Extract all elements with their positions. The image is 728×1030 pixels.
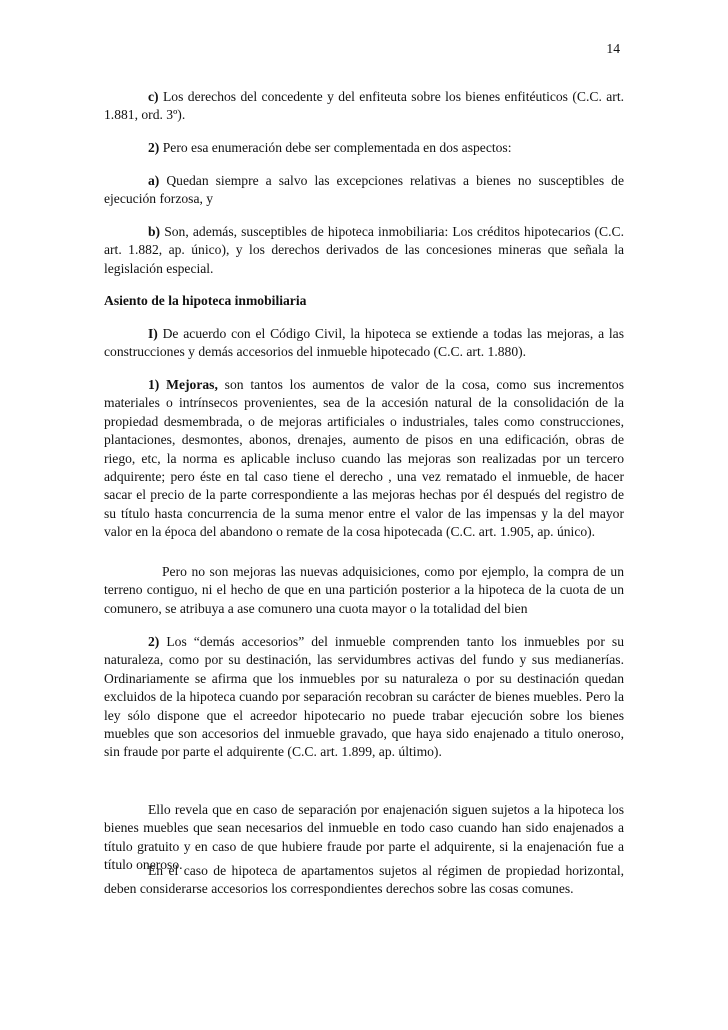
paragraph-nuevas-adquisiciones: Pero no son mejoras las nuevas adquisiciones, como por ejemplo, la compra de un terreno contiguo, ni el hecho de que en una partición posterior a la hipoteca de la cuota de un comunero, se atribuya a ase comunero una cuota mayor o la totalidad del bien [104, 564, 624, 616]
paragraph-accesorios [104, 633, 624, 762]
paragraph-lead: a) [148, 173, 160, 188]
paragraph-text: Pero esa enumeración debe ser complementada en dos aspectos: [159, 140, 512, 155]
paragraph-2 [104, 139, 624, 157]
paragraph-lead: I) [148, 326, 158, 341]
paragraph-c [104, 88, 624, 125]
paragraph-text: Son, además, susceptibles de hipoteca inmobiliaria: Los créditos hipotecarios (C.C. art. 1.882, ap. único), y los derechos derivados de las concesiones mineras que señala la legislación especial. [104, 224, 624, 276]
paragraph-lead: 2) [148, 140, 160, 155]
paragraph-I [104, 325, 624, 362]
paragraph-a [104, 172, 624, 209]
paragraph-lead: b) [148, 224, 161, 239]
paragraph-lead: 1) Mejoras, [148, 377, 218, 392]
paragraph-b [104, 223, 624, 278]
section-heading: Asiento de la hipoteca inmobiliaria [104, 293, 307, 308]
paragraph-text: De acuerdo con el Código Civil, la hipoteca se extiende a todas las mejoras, a las construcciones y demás accesorios del inmueble hipotecado (C.C. art. 1.880). [104, 326, 624, 360]
page-number: 14 [606, 41, 620, 56]
paragraph-text: son tantos los aumentos de valor de la cosa, como sus incrementos materiales o intrínsecos provenientes, sea de la accesión natural de la consolidación de la propiedad desmembrada, o de mejoras artificiales o industriales, tales como construcciones, plantaciones, desmontes, abonos, drenajes, aumento de pisos en una edificación, obras de riego, etc, la norma es aplicable incluso cuando las mejoras son realizadas por un tercero adquirente; pero éste en tal caso tiene el derecho , una vez rematado el inmueble, de hacer sacar el precio de la parte correspondiente a las mejoras hechas por él después del registro de su título hasta concurrencia de la suma menor entre el valor de las impensas y la del mayor valor en la época del abandono o remate de la cosa hipotecada (C.C. art. 1.905, ap. único). [104, 377, 624, 540]
paragraph-separacion: Ello revela que en caso de separación por enajenación siguen sujetos a la hipoteca los bienes muebles que sean necesarios del inmueble en todo caso cuando han sido enajenados a título gratuito y en caso de que hubiere fraude por parte el adquirente, si la enajenación fue a título oneroso. [104, 802, 624, 873]
paragraph-text: Los derechos del concedente y del enfiteuta sobre los bienes enfitéuticos (C.C. art. 1.881, ord. 3º). [104, 89, 624, 123]
paragraph-lead: 2) [148, 634, 160, 649]
paragraph-text: Quedan siempre a salvo las excepciones relativas a bienes no susceptibles de ejecución forzosa, y [104, 173, 624, 207]
paragraph-mejoras [104, 376, 624, 542]
paragraph-text: Los “demás accesorios” del inmueble comprenden tanto los inmuebles por su naturaleza, como por su destinación, las servidumbres activas del fundo y sus medianerías. Ordinariamente se afirma que los inmuebles por su naturaleza o por su destinación quedan excluidos de la hipoteca cuando por separación recobran su carácter de bienes muebles. Pero la ley sólo dispone que el acreedor hipotecario no puede trabar ejecución sobre los bienes muebles que son accesorios del inmueble gravado, que haya sido enajenado a titulo oneroso, sin fraude por parte el adquirente (C.C. art. 1.899, ap. último). [104, 634, 624, 760]
paragraph-propiedad-horizontal: En el caso de hipoteca de apartamentos sujetos al régimen de propiedad horizontal, deben considerarse accesorios los correspondientes derechos sobre las cosas comunes. [104, 863, 624, 897]
paragraph-lead: c) [148, 89, 159, 104]
